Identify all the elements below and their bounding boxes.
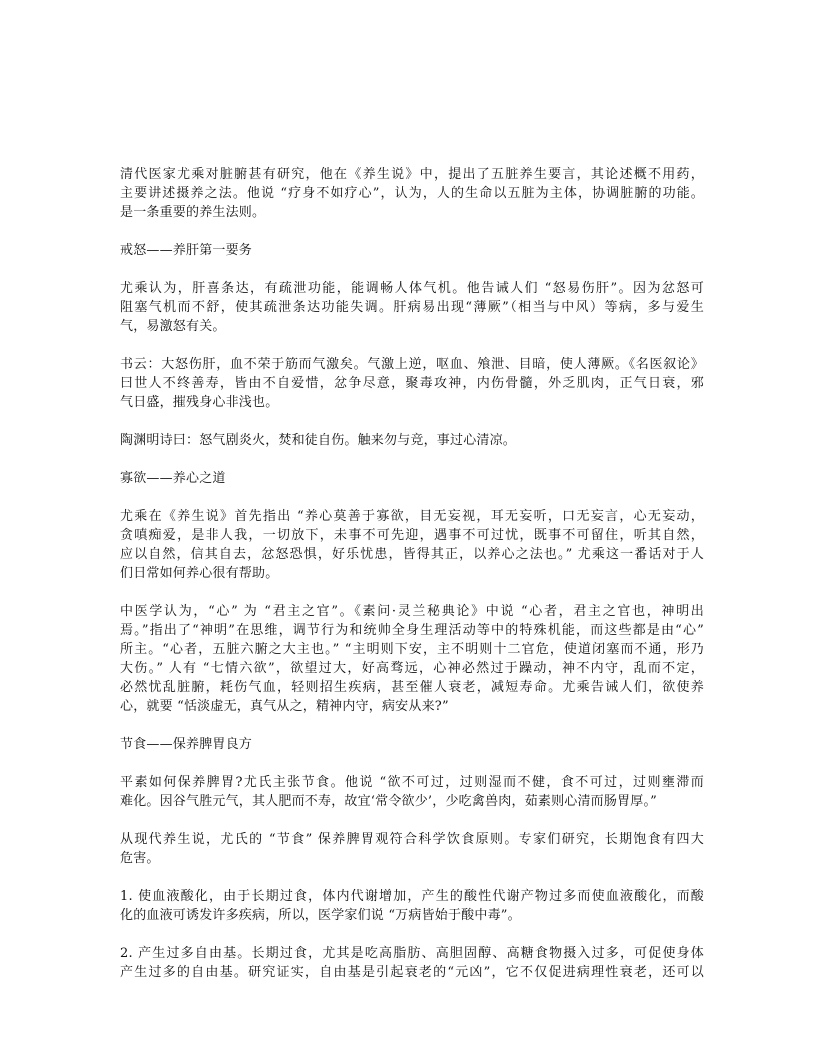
heading-text: 寡欲——养心之道 [120, 471, 226, 486]
text-line: 所主。“心者，五脏六腑之大主也。” “主明则下安，主不明则十二官危，使道闭塞而不通，形乃 [120, 642, 704, 657]
paragraph-poem [120, 431, 704, 450]
text-line: 焉。”指出了“神明”在思维，调节行为和统帅全身生理活动等中的特殊机能，而这些都是由“心” [120, 623, 704, 638]
text-line: 2. 产生过多自由基。长期过食，尤其是吃高脂肪、高胆固醇、高糖食物摄入过多，可促使身体 [120, 946, 704, 961]
text-line: 曰世人不终善寿，皆由不自爱惜，忿争尽意，聚毒攻神，内伤骨髓，外乏肌肉，正气日衰，邪 [120, 376, 704, 391]
paragraph-spleen [120, 773, 704, 811]
section-heading-anger [120, 241, 704, 260]
text-line: 平素如何保养脾胃?尤氏主张节食。他说 “欲不可过，过则湿而不健，食不可过，过则壅滞而 [120, 775, 704, 790]
text-line: 清代医家尤乘对脏腑甚有研究，他在《养生说》中，提出了五脏养生要言，其论述概不用药， [120, 167, 704, 182]
text-line: 中医学认为，“心” 为 “君主之官”。《素问·灵兰秘典论》中说 “心者，君主之官也，神明出 [120, 604, 704, 619]
heading-text: 戒怒——养肝第一要务 [120, 243, 253, 258]
text-line: 主要讲述摄养之法。他说 “疗身不如疗心”，认为，人的生命以五脏为主体，协调脏腑的功能。 [120, 186, 704, 201]
document-page [120, 165, 704, 1001]
heading-text: 节食——保养脾胃良方 [120, 737, 253, 752]
text-line: 陶渊明诗曰：怒气剧炎火，焚和徒自伤。触来勿与竞，事过心清凉。 [120, 433, 517, 448]
text-line: 化的血液可诱发许多疾病，所以，医学家们说 “万病皆始于酸中毒”。 [120, 908, 521, 923]
text-line: 应以自然，信其自去，忿怒恐惧，好乐忧患，皆得其正，以养心之法也。” 尤乘这一番话对于人 [120, 547, 704, 562]
text-line: 难化。因谷气胜元气，其人肥而不寿，故宜‘常令欲少’，少吃禽兽肉，茹素则心清而肠胃厚。” [120, 794, 658, 809]
text-line: 大伤。” 人有 “七情六欲”，欲望过大，好高骛远，心神必然过于躁动，神不内守，乱而不定， [120, 661, 704, 676]
paragraph-liver [120, 279, 704, 336]
text-line: 从现代养生说，尤氏的 “节食” 保养脾胃观符合科学饮食原则。专家们研究，长期饱食有四大 [120, 832, 704, 847]
text-line: 是一条重要的养生法则。 [120, 205, 266, 220]
text-line: 危害。 [120, 851, 160, 866]
section-heading-diet [120, 735, 704, 754]
section-heading-desire [120, 469, 704, 488]
paragraph-book-quote [120, 355, 704, 412]
paragraph-intro [120, 165, 704, 222]
paragraph-heart-nourish [120, 507, 704, 583]
paragraph-modern [120, 830, 704, 868]
text-line: 阻塞气机而不舒，使其疏泄条达功能失调。肝病易出现“薄厥”（相当与中风）等病，多与爱生 [120, 300, 704, 315]
list-item-1 [120, 887, 704, 925]
text-line: 气日盛，摧残身心非浅也。 [120, 395, 279, 410]
text-line: 1. 使血液酸化，由于长期过食，体内代谢增加，产生的酸性代谢产物过多而使血液酸化，而酸 [120, 889, 704, 904]
list-item-2 [120, 944, 704, 982]
text-line: 们日常如何养心很有帮助。 [120, 566, 279, 581]
text-line: 贪嗔痴爱，是非人我，一切放下，未事不可先迎，遇事不可过忧，既事不可留住，听其自然， [120, 528, 704, 543]
text-line: 必然忧乱脏腑，耗伤气血，轻则招生疾病，甚至催人衰老，减短寿命。尤乘告诫人们，欲使养 [120, 680, 704, 695]
text-line: 产生过多的自由基。研究证实，自由基是引起衰老的“元凶”，它不仅促进病理性衰老，还可以 [120, 965, 704, 980]
text-line: 尤乘在《养生说》首先指出 “养心莫善于寡欲，目无妄视，耳无妄听，口无妄言，心无妄动， [120, 509, 704, 524]
paragraph-tcm-heart [120, 602, 704, 716]
text-line: 心，就要 “恬淡虚无，真气从之，精神内守，病安从来?” [120, 699, 449, 714]
text-line: 尤乘认为，肝喜条达，有疏泄功能，能调畅人体气机。他告诫人们 “怒易伤肝”。因为忿怒可 [120, 281, 704, 296]
text-line: 气，易激怒有关。 [120, 319, 226, 334]
text-line: 书云：大怒伤肝，血不荣于筋而气激矣。气激上逆，呕血、飧泄、目暗，使人薄厥。《名医叙论》 [120, 357, 704, 372]
